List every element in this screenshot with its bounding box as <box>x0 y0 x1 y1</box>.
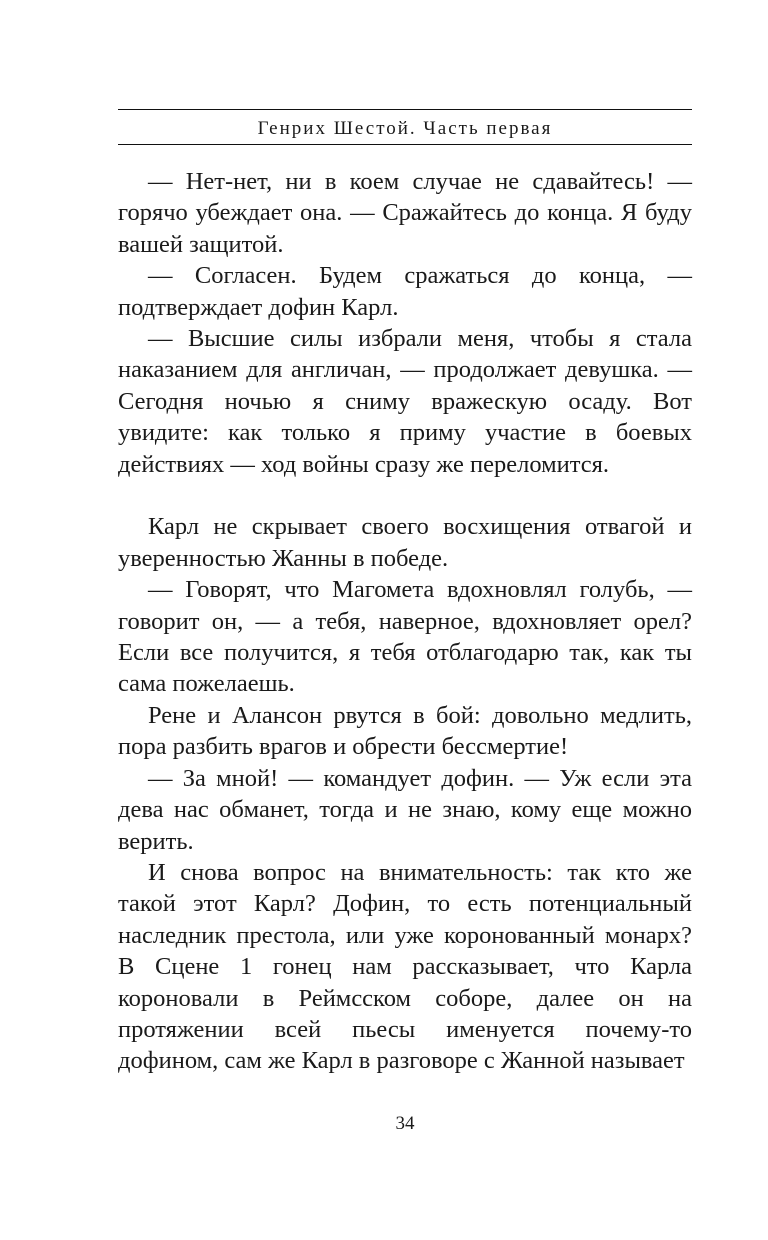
paragraph: — За мной! — командует дофин. — Уж если эта дева нас обманет, тогда и не знаю, кому еще можно верить. <box>118 764 692 855</box>
paragraph: Рене и Алансон рвутся в бой: довольно медлить, пора разбить врагов и обрести бессмертие! <box>118 701 692 761</box>
header-bottom-rule <box>118 144 692 145</box>
paragraph: — Согласен. Будем сражаться до конца, — подтверждает дофин Карл. <box>118 262 692 321</box>
paragraph: Карл не скрывает своего восхищения отвагой и уверенностью Жанны в победе. <box>118 513 692 572</box>
body-text <box>118 166 692 1077</box>
paragraph: — Нет-нет, ни в коем случае не сдавайтесь! — горячо убеждает она. — Сражайтесь до конца. Я буду вашей защитой. <box>118 168 692 258</box>
header-top-rule <box>118 109 692 110</box>
page-number: 34 <box>395 1113 415 1134</box>
paragraph: — Высшие силы избрали меня, чтобы я стала наказанием для англичан, — продолжает девушка. — Сегодня ночью я сниму вражескую осаду. Вот увидите: как только я приму участие в боевых действиях — ход войны сразу же переломится. <box>118 325 692 478</box>
running-head: Генрих Шестой. Часть первая <box>257 118 553 139</box>
paragraph: И снова вопрос на внимательность: так кто же такой этот Карл? Дофин, то есть потенциальный наследник престола, или уже коронованный монарх? В Сцене 1 гонец нам рассказывает, что Карла короновали в Реймсском соборе, далее он на протяжении всей пьесы именуется почему-то дофином, сам же Карл в разговоре с Жанной называет <box>118 858 692 1075</box>
paragraph: — Говорят, что Магомета вдохновлял голубь, — говорит он, — а тебя, наверное, вдохновляет орел? Если все получится, я тебя отблагодарю так, как ты сама пожелаешь. <box>118 576 692 698</box>
